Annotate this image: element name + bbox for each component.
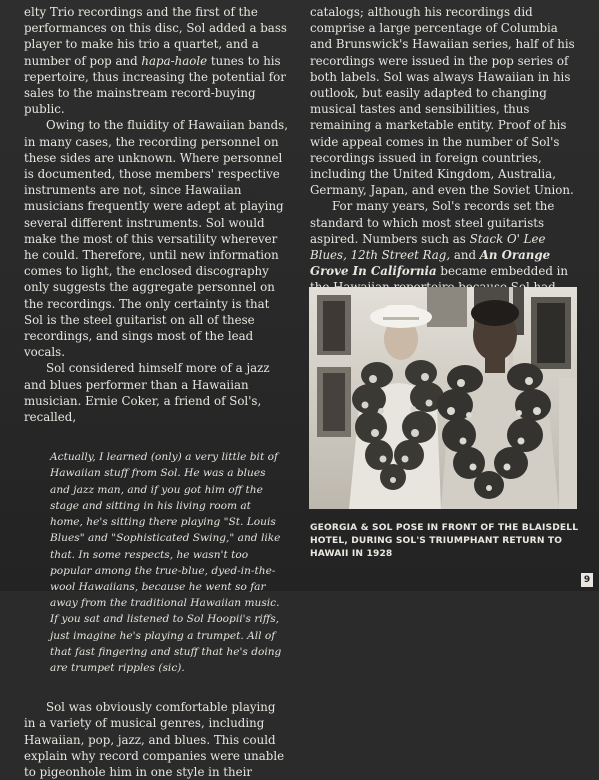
- paragraph-intro: elty Trio recordings and the first of the performances on this disc, Sol added a bass player to make his trio a quartet, and a number of pop and hapa-haole tunes to his repertoire, thus increasing the potential for sales to the mainstream record-buying public.: [24, 5, 287, 117]
- photo-illustration: [309, 287, 577, 509]
- paragraph-standard: For many years, Sol's records set the standard to which most steel guitarists aspired. Numbers such as Stack O' Lee Blues, 12th Street Rag, and An Orange Grove In California became embedded in: [310, 199, 568, 279]
- block-quote-ernie-coker: Actually, I learned (only) a very little bit of Hawaiian stuff from Sol. He was a blues and jazz man, and if you got him off the stage and sitting in his living room at home, he's sitting there playing "St. Louis Blues" and "Sophisticated Swing," and like that. In some respects, he wasn't too popular among the true-blue, dyed-in-the-wool Hawaiians, because he went so far away from the traditional Hawaiian music. If you sat and listened to Sol Hoopii's riffs, just imagine he's playing a trumpet. All of that fast fingering and stuff that he's doing are trumpet ripples (sic).: [50, 451, 282, 674]
- paragraph-genres: Sol was obviously comfortable playing in a variety of musical genres, including Hawaiian, pop, jazz, and blues. This could explain why record companies were unable to pigeonhole him in one style in their: [24, 700, 285, 779]
- photo-caption: GEORGIA & SOL POSE IN FRONT OF THE BLAISDELL HOTEL, DURING SOL'S TRIUMPHANT RETURN TO HAWAII IN 1928: [310, 523, 579, 559]
- paragraph-catalogs: catalogs; although his recordings did comprise a large percentage of Columbia and Brunswick's Hawaiian series, half of his recordings were issued in the pop series of both labels. Sol was always Hawaiian in his outlook, but easily adapted to changing musical tastes and sensibilities, thus remaining a marketable entity. Proof of his wide appeal comes in the number of Sol's recordings issued in foreign countries, including the United Kingdom, Australia, Germany, Japan, and even the Soviet Union.: [310, 5, 575, 198]
- paragraph-jazz-blues: Sol considered himself more of a jazz and blues performer than a Hawaiian musician. Ernie Coker, a friend of Sol's, recalled,: [24, 361, 270, 425]
- photo-georgia-and-sol: [309, 287, 577, 509]
- page-number: 9: [581, 573, 593, 587]
- left-column: [24, 4, 289, 780]
- paragraph-personnel: Owing to the fluidity of Hawaiian bands, in many cases, the recording personnel on these sides are unknown. Where personnel is documented, those members' respective instruments are not, since Hawaiian musicians frequently were adept at playing several different instruments. Sol would make the most of this versatility wherever he could. Therefore, until new information comes to light, the enclosed discography only suggests the aggregate personnel on the recordings. The only certainty is that Sol is the steel guitarist on all of these recordings, and sings most of the lead vocals.: [24, 118, 288, 360]
